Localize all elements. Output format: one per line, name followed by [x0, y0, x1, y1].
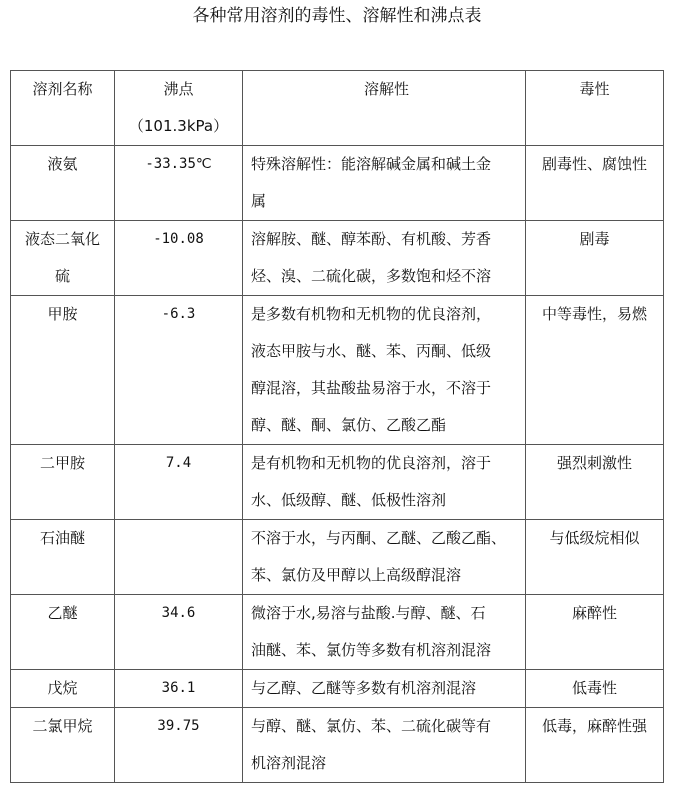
- solvent-table: [10, 70, 664, 783]
- cell-solubility: [243, 595, 526, 670]
- header-boiling-point: [115, 71, 243, 146]
- cell-boiling-point: 36.1: [115, 670, 243, 708]
- solubility-line: 不溶于水，与丙酮、乙醚、乙酸乙酯、: [251, 529, 507, 547]
- header-bp-unit: （101.3kPa）: [128, 117, 229, 135]
- table-row: [11, 708, 664, 783]
- cell-toxicity: 低毒，麻醉性强: [526, 708, 664, 783]
- cell-solubility: [243, 708, 526, 783]
- solubility-line: 烃、溴、二硫化碳，多数饱和烃不溶: [251, 267, 492, 285]
- cell-solvent-name: [11, 708, 115, 783]
- table-row: [11, 221, 664, 296]
- solubility-line: 是多数有机物和无机物的优良溶剂，: [251, 305, 492, 323]
- cell-boiling-point: -6.3: [115, 296, 243, 445]
- cell-solubility: [243, 296, 526, 445]
- cell-toxicity: 与低级烷相似: [526, 520, 664, 595]
- solubility-line: 机溶剂混溶: [251, 754, 327, 772]
- solubility-line: 水、低级醇、醚、低极性溶剂: [251, 491, 447, 509]
- cell-solubility: [243, 520, 526, 595]
- cell-toxicity: 低毒性: [526, 670, 664, 708]
- table-row: [11, 445, 664, 520]
- header-solubility: 溶解性: [243, 71, 526, 146]
- solvent-name-line: 液氨: [47, 155, 78, 173]
- solubility-line: 微溶于水,易溶与盐酸.与醇、醚、石: [251, 604, 486, 622]
- solvent-name-line: 戊烷: [47, 679, 78, 697]
- cell-solvent-name: [11, 670, 115, 708]
- solubility-line: 溶解胺、醚、醇苯酚、有机酸、芳香: [251, 230, 492, 248]
- solubility-line: 油醚、苯、氯仿等多数有机溶剂混溶: [251, 641, 492, 659]
- header-bp-label: 沸点: [163, 80, 194, 98]
- cell-solvent-name: [11, 445, 115, 520]
- table-row: [11, 520, 664, 595]
- cell-solvent-name: [11, 221, 115, 296]
- cell-toxicity: 强烈刺激性: [526, 445, 664, 520]
- header-name: 溶剂名称: [11, 71, 115, 146]
- header-toxicity: 毒性: [526, 71, 664, 146]
- solvent-name-line: 硫: [54, 267, 70, 285]
- table-body: [11, 146, 664, 783]
- solubility-line: 是有机物和无机物的优良溶剂，溶于: [251, 454, 492, 472]
- cell-boiling-point: 7.4: [115, 445, 243, 520]
- solubility-line: 与醇、醚、氯仿、苯、二硫化碳等有: [251, 717, 492, 735]
- solubility-line: 特殊溶解性：能溶解碱金属和碱土金: [251, 155, 492, 173]
- solubility-line: 醇混溶，其盐酸盐易溶于水，不溶于: [251, 379, 492, 397]
- solvent-name-line: 石油醚: [39, 529, 85, 547]
- cell-solvent-name: [11, 520, 115, 595]
- solubility-line: 醇、醚、酮、氯仿、乙酸乙酯: [251, 416, 447, 434]
- table-header-row: [11, 71, 664, 146]
- cell-solvent-name: [11, 296, 115, 445]
- cell-solubility: [243, 221, 526, 296]
- solubility-line: 液态甲胺与水、醚、苯、丙酮、低级: [251, 342, 492, 360]
- solvent-name-line: 二甲胺: [39, 454, 85, 472]
- cell-toxicity: 剧毒性、腐蚀性: [526, 146, 664, 221]
- solvent-name-line: 乙醚: [47, 604, 78, 622]
- cell-boiling-point: -33.35℃: [115, 146, 243, 221]
- cell-toxicity: 中等毒性，易燃: [526, 296, 664, 445]
- cell-toxicity: 麻醉性: [526, 595, 664, 670]
- table-row: [11, 296, 664, 445]
- cell-boiling-point: 39.75: [115, 708, 243, 783]
- solvent-name-line: 液态二氧化: [24, 230, 100, 248]
- table-row: [11, 146, 664, 221]
- cell-boiling-point: [115, 520, 243, 595]
- cell-boiling-point: 34.6: [115, 595, 243, 670]
- page-title: 各种常用溶剂的毒性、溶解性和沸点表: [192, 6, 482, 26]
- cell-solubility: [243, 146, 526, 221]
- solubility-line: 属: [251, 192, 267, 210]
- cell-solvent-name: [11, 595, 115, 670]
- solubility-line: 苯、氯仿及甲醇以上高级醇混溶: [251, 566, 462, 584]
- table-row: [11, 595, 664, 670]
- cell-solubility: [243, 445, 526, 520]
- cell-toxicity: 剧毒: [526, 221, 664, 296]
- cell-solubility: [243, 670, 526, 708]
- cell-boiling-point: -10.08: [115, 221, 243, 296]
- solubility-line: 与乙醇、乙醚等多数有机溶剂混溶: [251, 679, 477, 697]
- table-row: [11, 670, 664, 708]
- solvent-name-line: 二氯甲烷: [32, 717, 93, 735]
- cell-solvent-name: [11, 146, 115, 221]
- solvent-name-line: 甲胺: [47, 305, 78, 323]
